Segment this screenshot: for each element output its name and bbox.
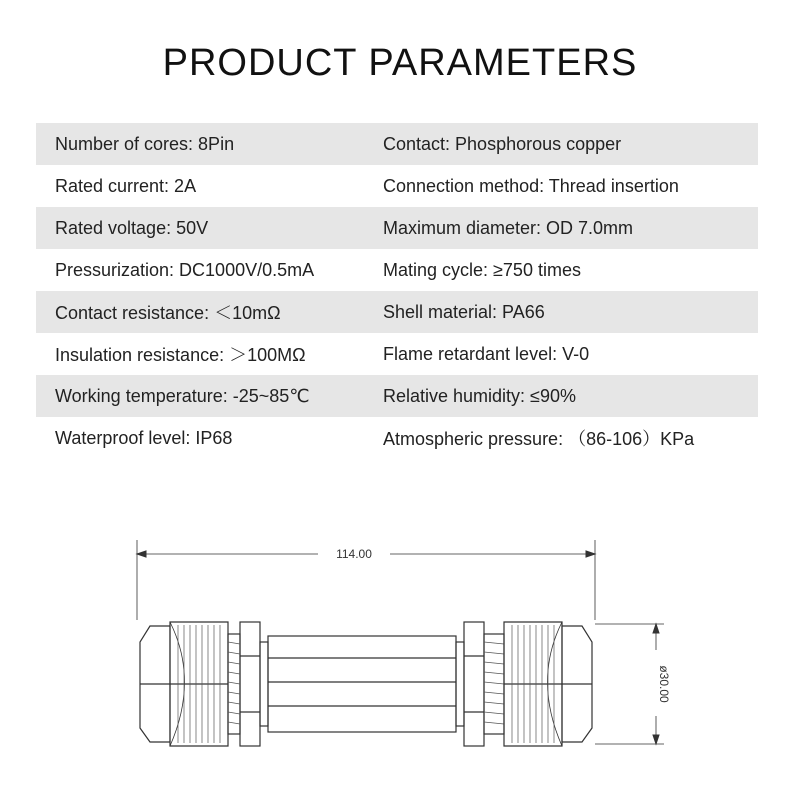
param-contact-resistance: Contact resistance: ＜10mΩ (55, 303, 281, 323)
param-insulation-resistance: Insulation resistance: ＞100MΩ (55, 345, 306, 365)
table-row (36, 375, 758, 417)
diameter-dimension-label: ø30.00 (657, 665, 671, 703)
param-rated-voltage: Rated voltage: 50V (55, 217, 209, 238)
param-contact: Contact: Phosphorous copper (383, 133, 622, 154)
table-row (36, 291, 758, 333)
connector-technical-drawing (0, 530, 800, 800)
param-relative-humidity: Relative humidity: ≤90% (383, 385, 576, 406)
param-shell-material: Shell material: PA66 (383, 301, 545, 322)
table-row (36, 207, 758, 249)
param-maximum-diameter: Maximum diameter: OD 7.0mm (383, 217, 634, 238)
left-nut (228, 622, 268, 746)
param-connection-method: Connection method: Thread insertion (383, 175, 679, 196)
param-waterproof-level: Waterproof level: IP68 (55, 427, 233, 448)
table-row (36, 417, 758, 459)
parameters-table (36, 123, 758, 459)
param-rated-current: Rated current: 2A (55, 175, 197, 196)
param-number-of-cores: Number of cores: 8Pin (55, 133, 235, 154)
param-atmospheric-pressure: Atmospheric pressure: （86-106）KPa (383, 429, 695, 449)
table-row (36, 123, 758, 165)
center-body (268, 636, 456, 732)
length-dimension-label: 114.00 (336, 547, 372, 561)
table-row (36, 333, 758, 375)
page-title: PRODUCT PARAMETERS (162, 42, 638, 84)
param-flame-retardant-level: Flame retardant level: V-0 (383, 343, 590, 364)
param-pressurization: Pressurization: DC1000V/0.5mA (55, 259, 315, 280)
param-mating-cycle: Mating cycle: ≥750 times (383, 259, 581, 280)
table-row (36, 165, 758, 207)
param-working-temperature: Working temperature: -25~85℃ (55, 385, 310, 406)
table-row (36, 249, 758, 291)
right-nut (456, 622, 504, 746)
